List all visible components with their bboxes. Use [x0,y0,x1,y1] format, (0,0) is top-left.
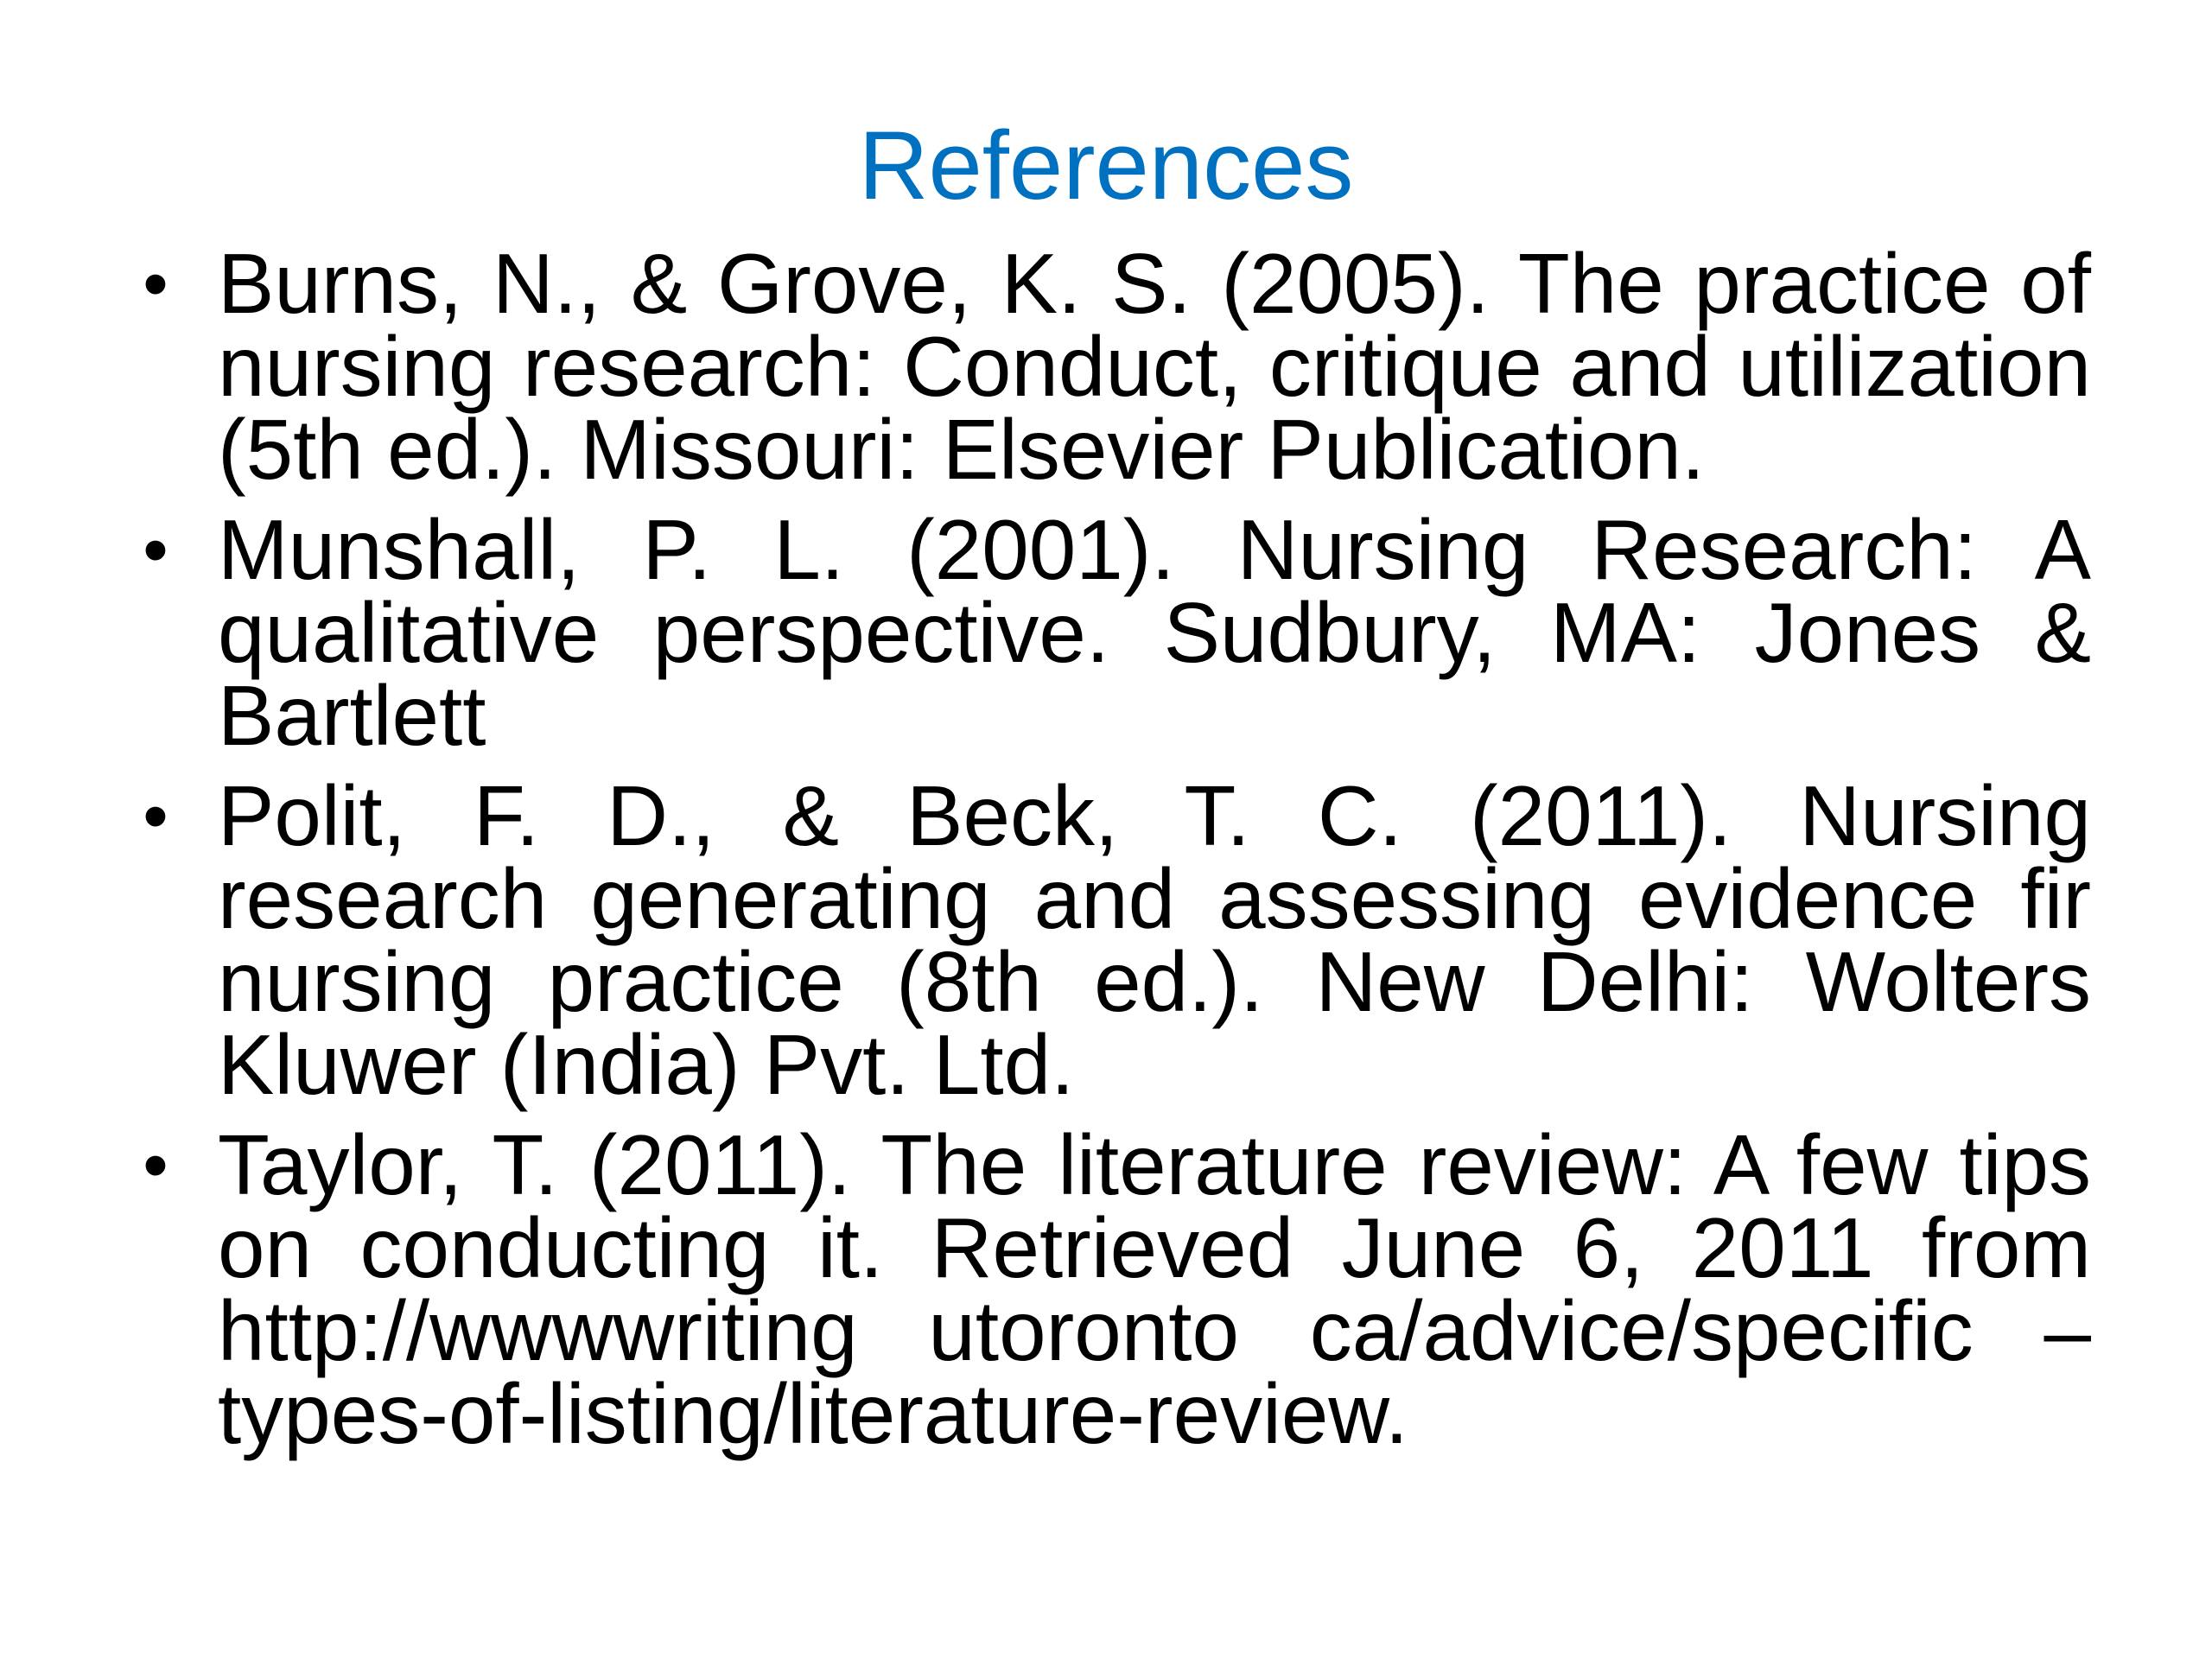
bullet-icon: • [143,775,168,856]
reference-text: Taylor, T. (2011). The literature review: A few tips on conducting it. Retrieved June 6, 2011 from http://wwwwriting utoronto ca/advice/specific –types-of-listing/literature-review. [218,1117,2091,1461]
reference-item [130,236,2091,497]
reference-item [130,502,2091,763]
bullet-icon: • [143,243,168,324]
reference-text: Polit, F. D., & Beck, T. C. (2011). Nursing research generating and assessing evidence fir nursing practice (8th ed.). New Delhi: Wolters Kluwer (India) Pvt. Ltd. [218,768,2091,1112]
reference-list [130,236,2091,1472]
reference-text: Munshall, P. L. (2001). Nursing Research: A qualitative perspective. Sudbury, MA: Jones & Bartlett [218,502,2091,763]
reference-item [130,768,2091,1112]
reference-item [130,1117,2091,1461]
reference-text: Burns, N., & Grove, K. S. (2005). The practice of nursing research: Conduct, critique and utilization (5th ed.). Missouri: Elsevier Publication. [218,236,2091,497]
bullet-icon: • [143,1124,168,1205]
bullet-icon: • [143,509,168,590]
slide-title: References [858,111,1354,219]
